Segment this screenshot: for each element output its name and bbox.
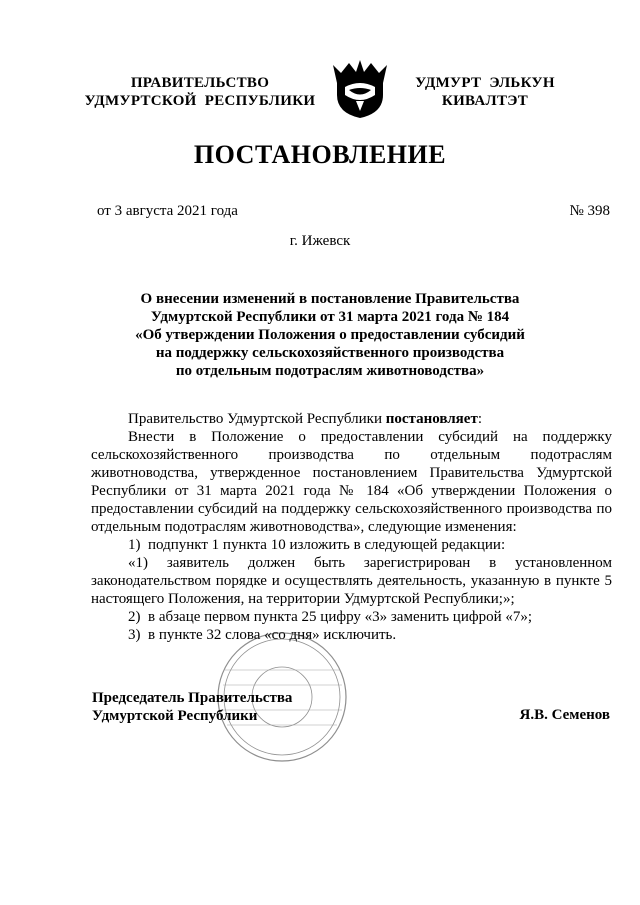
header-left-line2: УДМУРТСКОЙ РЕСПУБЛИКИ xyxy=(84,93,316,109)
signature-name: Я.В. Семенов xyxy=(519,707,610,723)
document-subject xyxy=(120,290,540,380)
list-item-2: 2) в абзаце первом пункта 25 цифру «3» заменить цифрой «7»; xyxy=(128,609,533,625)
header-right xyxy=(405,74,565,110)
subject-line: Удмуртской Республики от 31 марта 2021 года № 184 xyxy=(150,309,510,325)
document-date: от 3 августа 2021 года xyxy=(97,203,238,219)
header-left-line1: ПРАВИТЕЛЬСТВО xyxy=(130,75,270,91)
list-item-1-quote: «1) заявитель должен быть зарегистрирован в установленном законодательством порядке и осуществлять деятельность, указанную в пункте 5 настоящего Положения, на территории Удмуртской Республики;»; xyxy=(91,555,612,607)
coat-of-arms-icon xyxy=(327,57,393,119)
document-city: г. Ижевск xyxy=(289,233,351,249)
document-title: ПОСТАНОВЛЕНИЕ xyxy=(193,140,447,169)
body-paragraph: Внести в Положение о предоставлении субсидий на поддержку сельскохозяйственного производства по отдельным подотраслям животноводства, утвержденное постановлением Правительства Удмуртской Республики от 31 марта 2021 года № 184 «Об утверждении Положения о предоставлении субсидий на поддержку сельскохозяйственного производства по отдельным подотраслям животноводства», следующие изменения: xyxy=(91,429,612,535)
list-item-1: 1) подпункт 1 пункта 10 изложить в следующей редакции: xyxy=(128,537,506,553)
intro-bold: постановляет xyxy=(385,411,478,427)
subject-line: на поддержку сельскохозяйственного производства xyxy=(155,345,505,361)
intro-paragraph xyxy=(91,410,612,428)
intro-end: : xyxy=(477,411,482,427)
document-number: № 398 xyxy=(569,203,610,219)
signature-title-line2: Удмуртской Республики xyxy=(92,708,258,724)
subject-line: О внесении изменений в постановление Правительства xyxy=(140,291,520,307)
list-item-3: 3) в пункте 32 слова «со дня» исключить. xyxy=(128,627,397,643)
header-right-line2: КИВАЛТЭТ xyxy=(441,93,529,109)
signature-title xyxy=(92,689,292,725)
header-right-line1: УДМУРТ ЭЛЬКУН xyxy=(415,75,555,91)
subject-line: по отдельным подотраслям животноводства» xyxy=(175,363,485,379)
intro-text: Правительство Удмуртской Республики xyxy=(128,411,386,427)
subject-line: «Об утверждении Положения о предоставлении субсидий xyxy=(135,327,525,343)
signature-title-line1: Председатель Правительства xyxy=(92,690,293,706)
header-left xyxy=(80,74,320,110)
